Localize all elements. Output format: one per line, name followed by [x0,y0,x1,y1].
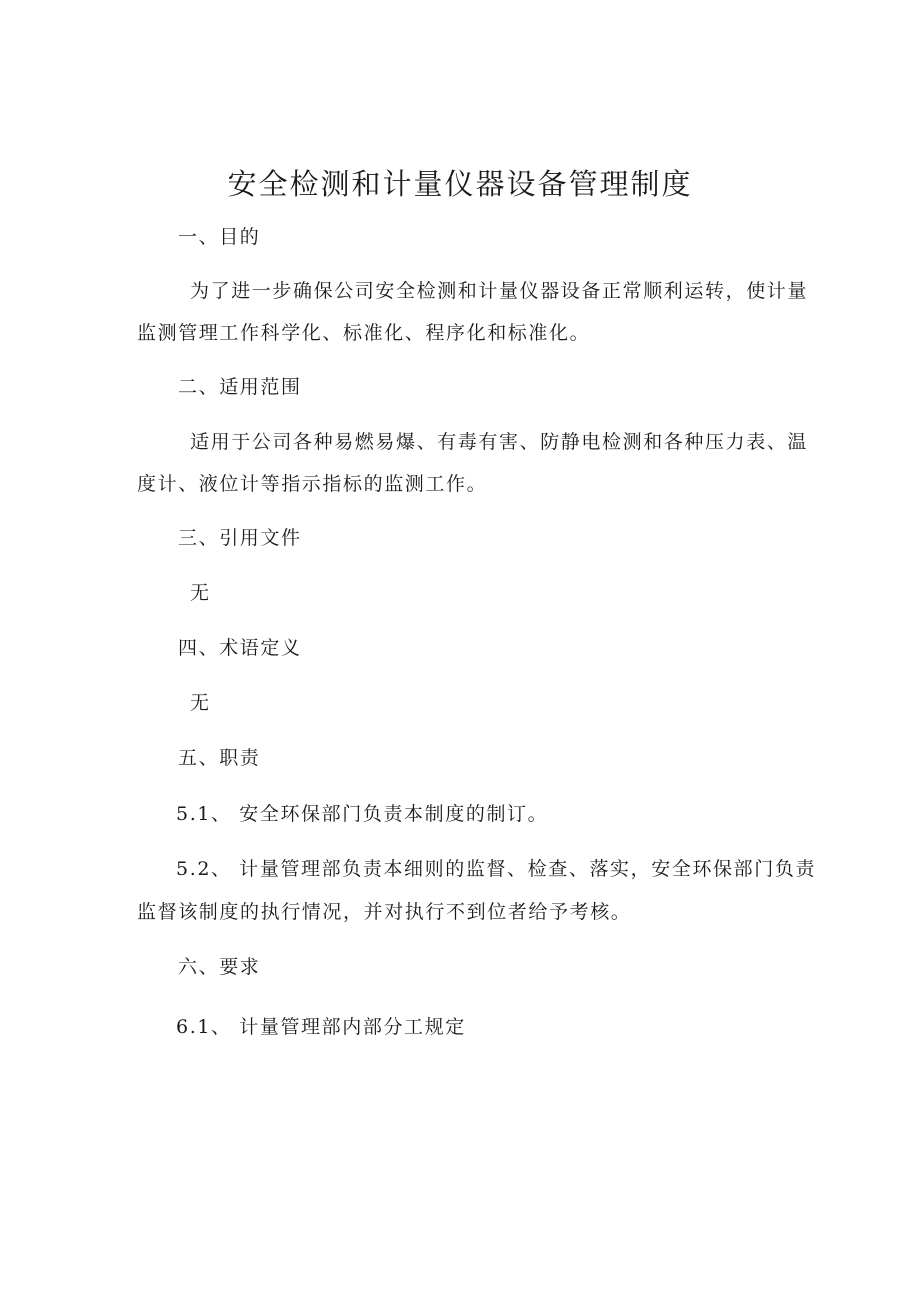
clause-5-2-line-1: 5.2、 计量管理部负责本细则的监督、检查、落实，安全环保部门负责 [176,858,817,880]
clause-5-1: 5.1、 安全环保部门负责本制度的制订。 [176,803,549,825]
clause-5-2-line-2: 监督该制度的执行情况，并对执行不到位者给予考核。 [137,901,632,923]
section-heading-requirements: 六、要求 [178,956,261,978]
references-body: 无 [190,582,211,604]
section-heading-references: 三、引用文件 [178,527,302,549]
document-title: 安全检测和计量仪器设备管理制度 [227,167,693,201]
clause-6-1: 6.1、 计量管理部内部分工规定 [176,1016,466,1038]
purpose-paragraph-line-2: 监测管理工作科学化、标准化、程序化和标准化。 [137,322,591,344]
purpose-paragraph-line-1: 为了进一步确保公司安全检测和计量仪器设备正常顺利运转，使计量 [190,280,809,302]
section-heading-scope: 二、适用范围 [178,376,302,398]
section-heading-purpose: 一、目的 [178,226,261,248]
section-heading-definitions: 四、术语定义 [178,637,302,659]
scope-paragraph-line-2: 度计、液位计等指示指标的监测工作。 [137,473,488,495]
definitions-body: 无 [190,692,211,714]
section-heading-responsibilities: 五、职责 [178,747,261,769]
scope-paragraph-line-1: 适用于公司各种易燃易爆、有毒有害、防静电检测和各种压力表、温 [190,431,809,453]
